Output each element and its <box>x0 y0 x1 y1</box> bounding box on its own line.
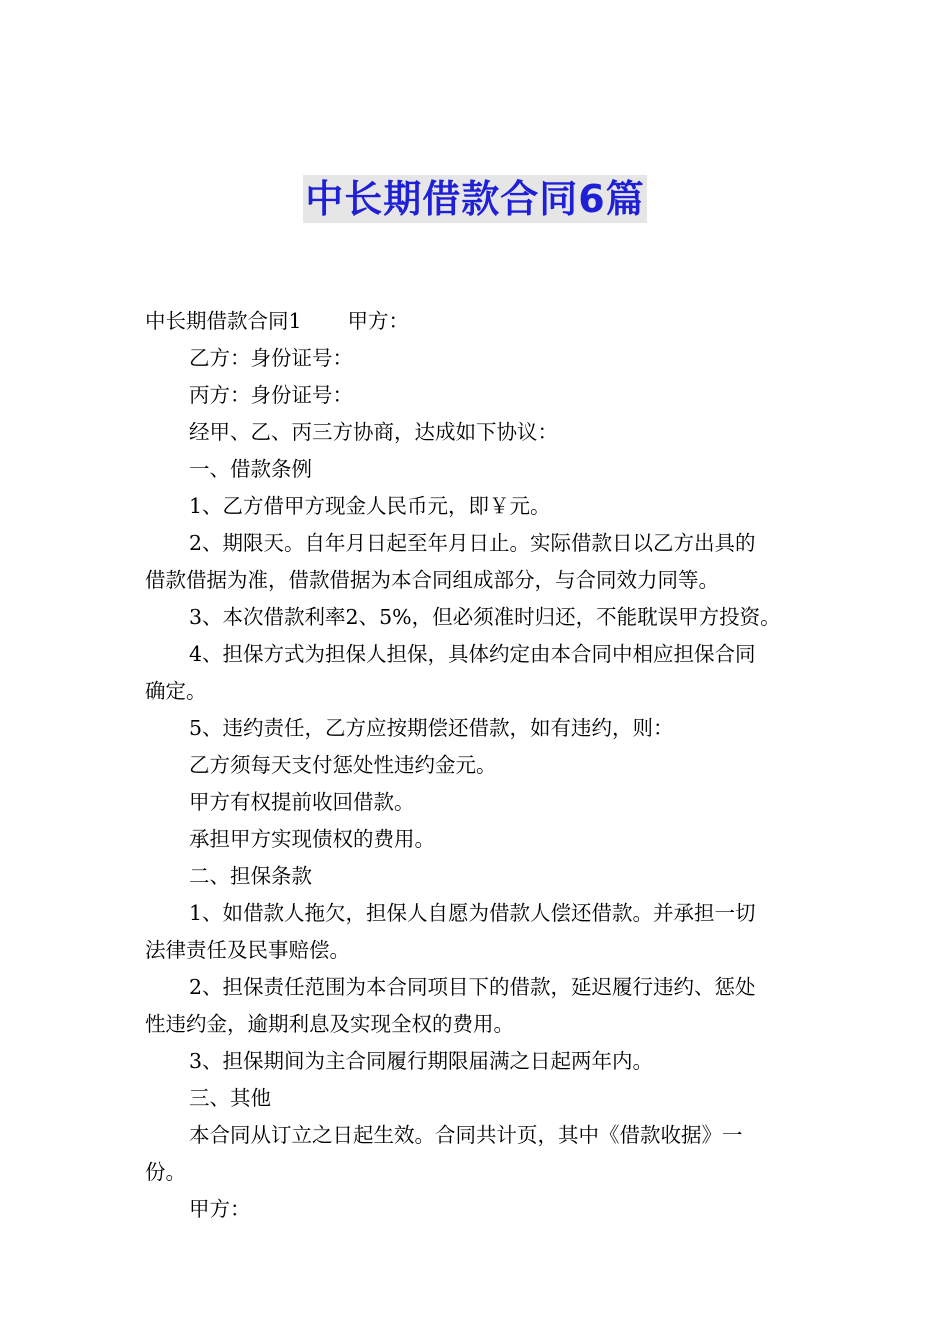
document-body <box>145 303 810 1228</box>
clause-1-5-c: 承担甲方实现债权的费用。 <box>189 827 435 851</box>
party-a-label: 甲方： <box>347 309 410 333</box>
clause-2-2-cont: 性违约金，逾期利息及实现全权的费用。 <box>145 1012 514 1036</box>
signature-party-a: 甲方： <box>189 1197 251 1221</box>
clause-3-1: 本合同从订立之日起生效。合同共计页，其中《借款收据》一 <box>189 1123 743 1147</box>
clause-1-5-a: 乙方须每天支付惩处性违约金元。 <box>189 753 497 777</box>
clause-1-2: 2、期限天。自年月日起至年月日止。实际借款日以乙方出具的 <box>189 531 756 555</box>
clause-2-2: 2、担保责任范围为本合同项目下的借款，延迟履行违约、惩处 <box>189 975 756 999</box>
first-line <box>145 303 810 340</box>
party-b-line: 乙方：身份证号： <box>189 346 353 370</box>
party-c-line: 丙方：身份证号： <box>189 383 353 407</box>
contract-heading: 中长期借款合同1 <box>145 309 302 333</box>
agreement-intro: 经甲、乙、丙三方协商，达成如下协议： <box>189 420 558 444</box>
document-title: 中长期借款合同6篇 <box>305 177 645 221</box>
clause-1-5: 5、违约责任，乙方应按期偿还借款，如有违约，则： <box>189 716 674 740</box>
clause-1-5-b: 甲方有权提前收回借款。 <box>189 790 415 814</box>
clause-3-1-cont: 份。 <box>145 1160 186 1184</box>
title-container <box>0 175 950 223</box>
clause-1-1: 1、乙方借甲方现金人民币元，即￥元。 <box>189 494 551 518</box>
section-heading-1: 一、借款条例 <box>189 457 312 481</box>
section-heading-2: 二、担保条款 <box>189 864 312 888</box>
section-heading-3: 三、其他 <box>189 1086 271 1110</box>
clause-2-1-cont: 法律责任及民事赔偿。 <box>145 938 350 962</box>
clause-1-4: 4、担保方式为担保人担保，具体约定由本合同中相应担保合同 <box>189 642 756 666</box>
clause-2-3: 3、担保期间为主合同履行期限届满之日起两年内。 <box>189 1049 654 1073</box>
clause-1-2-cont: 借款借据为准，借款借据为本合同组成部分，与合同效力同等。 <box>145 568 719 592</box>
clause-2-1: 1、如借款人拖欠，担保人自愿为借款人偿还借款。并承担一切 <box>189 901 756 925</box>
clause-1-4-cont: 确定。 <box>145 679 207 703</box>
clause-1-3: 3、本次借款利率2、5%，但必须准时归还，不能耽误甲方投资。 <box>189 605 781 629</box>
